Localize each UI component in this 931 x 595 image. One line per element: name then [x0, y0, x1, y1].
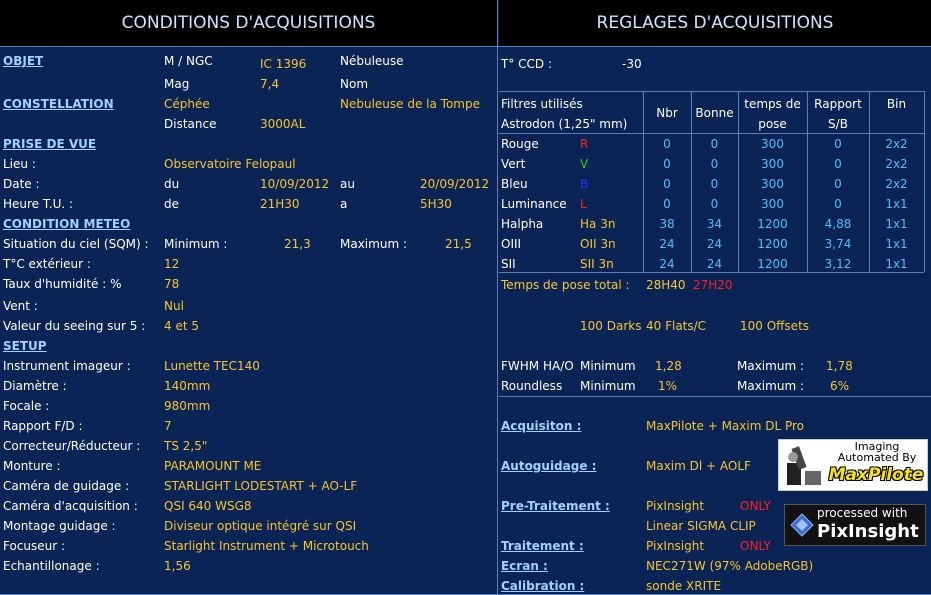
- col-bonne: Bonne: [695, 106, 734, 120]
- filter-bonne: 0: [710, 177, 719, 191]
- setup-key: Focale :: [3, 399, 50, 413]
- setup-value: 980mm: [164, 399, 211, 413]
- setup-value: 7: [164, 419, 172, 433]
- setup-value: TS 2,5": [164, 439, 208, 453]
- header-divider: [0, 46, 931, 47]
- filter-temps: 1200: [757, 237, 788, 251]
- filter-nbr: 24: [659, 257, 675, 271]
- setup-key: Correcteur/Réducteur :: [3, 439, 141, 453]
- date-du: du: [164, 177, 180, 191]
- mngc-key: M / NGC: [164, 54, 213, 68]
- col-nbr: Nbr: [656, 106, 678, 120]
- setup-key: Rapport F/D :: [3, 419, 83, 433]
- roundless-min-key: Minimum: [580, 379, 636, 393]
- traitement-only: ONLY: [740, 539, 771, 553]
- sqm-max-key: Maximum :: [340, 237, 407, 251]
- sqm-max-value: 21,5: [445, 237, 472, 251]
- filter-temps: 1200: [757, 217, 788, 231]
- setup-value: QSI 640 WSG8: [164, 499, 252, 513]
- prise-de-vue-label: PRISE DE VUE: [3, 137, 97, 151]
- filter-bonne: 24: [706, 257, 723, 271]
- filter-name: Luminance: [501, 197, 567, 211]
- pixinsight-diamond-icon: [790, 513, 814, 537]
- setup-value: STARLIGHT LODESTART + AO-LF: [164, 479, 358, 493]
- software-divider: [499, 396, 931, 397]
- filter-bonne: 34: [706, 217, 723, 231]
- logo1-line2: Automated By: [837, 451, 917, 464]
- filter-rap: 0: [834, 137, 842, 151]
- telescope-icon: [781, 441, 825, 489]
- filter-rap: 0: [834, 197, 842, 211]
- constellation-value: Céphée: [164, 97, 210, 111]
- mngc-value: IC 1396: [260, 57, 307, 71]
- ecran-key: Ecran :: [501, 559, 548, 573]
- filter-nbr: 24: [659, 237, 675, 251]
- logo2-line2: PixInsight: [817, 521, 919, 542]
- roundless-max-value: 6%: [830, 379, 850, 393]
- lieu-value: Observatoire Felopaul: [164, 157, 296, 171]
- date-start: 10/09/2012: [260, 177, 330, 191]
- fwhm-min-key: Minimum: [580, 359, 636, 373]
- seeing-key: Valeur du seeing sur 5 :: [3, 319, 146, 333]
- date-key: Date :: [3, 177, 40, 191]
- maxpilote-logo: [778, 439, 928, 491]
- roundless-min-value: 1%: [658, 379, 678, 393]
- offsets-count: 100 Offsets: [740, 319, 810, 333]
- distance-value: 3000AL: [260, 117, 306, 131]
- filters-subheader: Astrodon (1,25" mm): [501, 117, 628, 131]
- col-rapport-2: S/B: [828, 117, 848, 131]
- darks-count: 100 Darks: [580, 319, 642, 333]
- filter-bonne: 0: [710, 137, 719, 151]
- left-panel-title: [0, 0, 497, 46]
- setup-key: Montage guidage :: [3, 519, 116, 533]
- setup-key: Instrument imageur :: [3, 359, 131, 373]
- filter-bin: 2x2: [885, 137, 908, 151]
- filter-name: Bleu: [501, 177, 528, 191]
- sqm-min-key: Minimum :: [164, 237, 228, 251]
- calibration-value: sonde XRITE: [646, 579, 722, 593]
- filter-bin: 1x1: [885, 217, 908, 231]
- vent-value: Nul: [164, 299, 184, 313]
- left-title-text: CONDITIONS D'ACQUISITIONS: [121, 13, 376, 33]
- object-name-value: Nebuleuse de la Tompe: [340, 97, 480, 111]
- fwhm-min-value: 1,28: [655, 359, 682, 373]
- setup-value: 140mm: [164, 379, 211, 393]
- filter-bonne: 24: [706, 237, 723, 251]
- logo1-line1: Imaging: [854, 440, 900, 453]
- right-title-text: REGLAGES D'ACQUISITIONS: [596, 13, 834, 33]
- filter-rap: 3,12: [824, 257, 852, 271]
- humidity-value: 78: [164, 277, 180, 291]
- table-header-line: [499, 133, 924, 134]
- setup-key: Focuseur :: [3, 539, 66, 553]
- filter-code: Ha 3n: [580, 217, 616, 231]
- fwhm-max-value: 1,78: [826, 359, 853, 373]
- filter-code: L: [580, 197, 587, 211]
- total-key: Temps de pose total :: [501, 278, 630, 292]
- filter-nbr: 0: [663, 177, 671, 191]
- setup-label: SETUP: [3, 339, 47, 353]
- filters-header: Filtres utilisés: [501, 97, 583, 111]
- heure-a: a: [340, 197, 348, 211]
- autoguidage-value: Maxim Dl + AOLF: [646, 459, 751, 473]
- constellation-label: CONSTELLATION: [3, 97, 114, 111]
- pretraitement-method: Linear SIGMA CLIP: [646, 519, 756, 533]
- filter-name: Vert: [501, 157, 526, 171]
- seeing-value: 4 et 5: [164, 319, 199, 333]
- heure-de: de: [164, 197, 179, 211]
- date-end: 20/09/2012: [420, 177, 490, 191]
- filter-nbr: 0: [663, 197, 671, 211]
- sqm-min-value: 21,3: [284, 237, 311, 251]
- setup-key: Diamètre :: [3, 379, 67, 393]
- nom-key: Nom: [340, 77, 369, 91]
- meteo-label: CONDITION METEO: [3, 217, 131, 231]
- setup-key: Monture :: [3, 459, 61, 473]
- nebuleuse-key: Nébuleuse: [340, 54, 404, 68]
- traitement-value: PixInsight: [646, 539, 705, 553]
- distance-key: Distance: [164, 117, 217, 131]
- filter-nbr: 0: [663, 137, 671, 151]
- col-bin: Bin: [886, 97, 907, 111]
- flats-count: 40 Flats/C: [646, 319, 707, 333]
- setup-value: Lunette TEC140: [164, 359, 260, 373]
- pretraitement-value: PixInsight: [646, 499, 705, 513]
- roundless-max-key: Maximum :: [737, 379, 804, 393]
- filter-temps: 300: [761, 137, 784, 151]
- logo2-line1: processed with: [817, 506, 908, 520]
- traitement-key: Traitement :: [501, 539, 584, 553]
- ccd-temp-key: T° CCD :: [501, 57, 552, 71]
- filter-nbr: 38: [659, 217, 675, 231]
- col-temps: temps de: [744, 97, 801, 111]
- filter-code: R: [580, 137, 589, 151]
- filter-rap: 0: [834, 177, 842, 191]
- filter-temps: 300: [761, 177, 784, 191]
- filter-bonne: 0: [710, 197, 719, 211]
- filter-bin: 1x1: [885, 197, 908, 211]
- mag-key: Mag: [164, 77, 190, 91]
- panel-divider: [497, 0, 498, 595]
- filter-name: Rouge: [501, 137, 539, 151]
- temp-key: T°C extérieur :: [3, 257, 91, 271]
- filter-code: B: [580, 177, 589, 191]
- filter-temps: 1200: [757, 257, 788, 271]
- pretraitement-only: ONLY: [740, 499, 771, 513]
- sqm-key: Situation du ciel (SQM) :: [3, 237, 149, 251]
- humidity-key: Taux d'humidité : %: [3, 277, 122, 291]
- filter-temps: 300: [761, 157, 784, 171]
- filter-code: SII 3n: [580, 257, 614, 271]
- setup-key: Caméra d'acquisition :: [3, 499, 138, 513]
- setup-key: Echantillonage :: [3, 559, 100, 573]
- heure-key: Heure T.U. :: [3, 197, 74, 211]
- filter-bin: 1x1: [885, 257, 908, 271]
- table-top-line: [499, 91, 924, 92]
- filter-name: SII: [501, 257, 516, 271]
- heure-end: 5H30: [420, 197, 452, 211]
- objet-label: OBJET: [3, 54, 44, 68]
- heure-start: 21H30: [260, 197, 300, 211]
- filter-rap: 4,88: [824, 217, 852, 231]
- lieu-key: Lieu :: [3, 157, 36, 171]
- col-rapport: Rapport: [814, 97, 862, 111]
- table-bottom-line: [499, 272, 924, 273]
- filter-temps: 300: [761, 197, 784, 211]
- filter-bin: 2x2: [885, 177, 908, 191]
- acquisition-key: Acquisiton :: [501, 419, 582, 433]
- setup-key: Caméra de guidage :: [3, 479, 130, 493]
- filter-code: V: [580, 157, 589, 171]
- pretraitement-key: Pre-Traitement :: [501, 499, 610, 513]
- ecran-value: NEC271W (97% AdobeRGB): [646, 559, 814, 573]
- setup-value: Diviseur optique intégré sur QSI: [164, 519, 357, 533]
- col-temps-2: pose: [758, 117, 787, 131]
- temp-value: 12: [164, 257, 180, 271]
- roundless-key: Roundless: [501, 379, 563, 393]
- filter-rap: 3,74: [824, 237, 852, 251]
- calibration-key: Calibration :: [501, 579, 585, 593]
- total-value-2: 27H20: [693, 278, 733, 292]
- table-col-line: [924, 91, 925, 272]
- vent-key: Vent :: [3, 299, 38, 313]
- pixinsight-logo: [784, 504, 926, 546]
- filter-rap: 0: [834, 157, 842, 171]
- total-value: 28H40: [646, 278, 686, 292]
- fwhm-key: FWHM HA/O: [501, 359, 574, 373]
- setup-value: Starlight Instrument + Microtouch: [164, 539, 369, 553]
- filter-name: Halpha: [501, 217, 544, 231]
- filter-bin: 1x1: [885, 237, 908, 251]
- acquisition-value: MaxPilote + Maxim DL Pro: [646, 419, 804, 433]
- filter-name: OIII: [501, 237, 522, 251]
- date-au: au: [340, 177, 355, 191]
- filter-nbr: 0: [663, 157, 671, 171]
- autoguidage-key: Autoguidage :: [501, 459, 597, 473]
- filter-code: OII 3n: [580, 237, 616, 251]
- logo1-line3: MaxPilote: [828, 465, 924, 485]
- filter-bonne: 0: [710, 157, 719, 171]
- fwhm-max-key: Maximum :: [737, 359, 804, 373]
- setup-value: PARAMOUNT ME: [164, 459, 262, 473]
- setup-value: 1,56: [164, 559, 191, 573]
- mag-value: 7,4: [260, 77, 280, 91]
- ccd-temp-value: -30: [622, 57, 642, 71]
- filter-bin: 2x2: [885, 157, 908, 171]
- right-panel-title: [499, 0, 931, 46]
